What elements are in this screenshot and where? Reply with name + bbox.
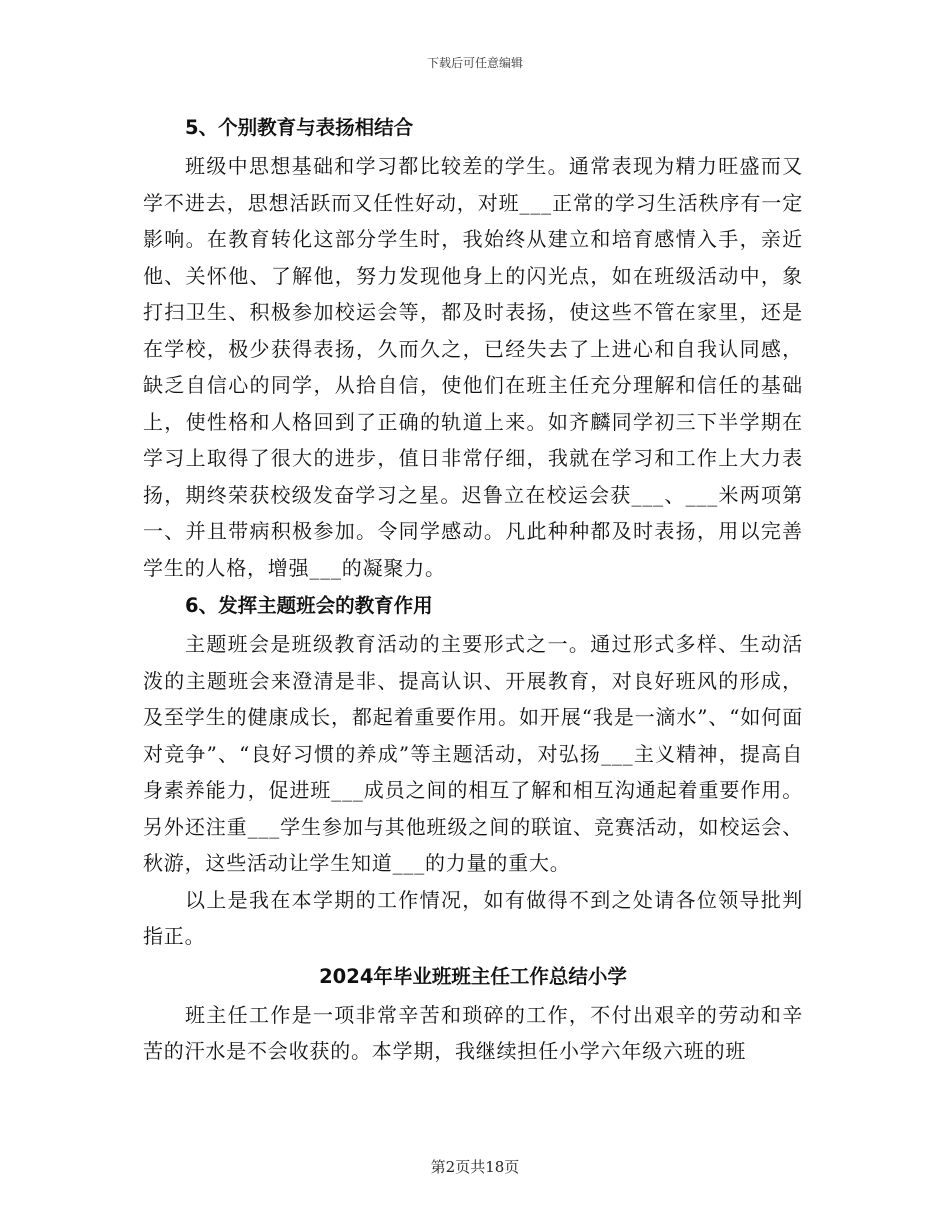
intro-paragraph: 班主任工作是一项非常辛苦和琐碎的工作，不付出艰辛的劳动和辛苦的汗水是不会收获的。本学期，我继续担任小学六年级六班的班 (143, 1002, 803, 1063)
section-6-paragraph: 主题班会是班级教育活动的主要形式之一。通过形式多样、生动活泼的主题班会来澄清是非、提高认识、开展教育，对良好班风的形成，及至学生的健康成长，都起着重要作用。如开展“我是一滴水”、“如何面对竞争”、“良好习惯的养成”等主题活动，对弘扬___主义精神，提高自身素养能力，促进班___成员之间的相互了解和相互沟通起着重要作用。另外还注重___学生参加与其他班级之间的联谊、竞赛活动，如校运会、秋游，这些活动让学生知道___的力量的重大。 (143, 632, 803, 875)
section-heading-6: 6、发挥主题班会的教育作用 (185, 594, 433, 617)
document-body (143, 108, 803, 1070)
section-5-paragraph: 班级中思想基础和学习都比较差的学生。通常表现为精力旺盛而又学不进去，思想活跃而又任性好动，对班___正常的学习生活秩序有一定影响。在教育转化这部分学生时，我始终从建立和培育感情入手，亲近他、关怀他、了解他，努力发现他身上的闪光点，如在班级活动中，象打扫卫生、积极参加校运会等，都及时表扬，使这些不管在家里，还是在学校，极少获得表扬，久而久之，已经失去了上进心和自我认同感，缺乏自信心的同学，从拾自信，使他们在班主任充分理解和信任的基础上，使性格和人格回到了正确的轨道上来。如齐麟同学初三下半学期在学习上取得了很大的进步，值日非常仔细，我就在学习和工作上大力表扬，期终荣获校级发奋学习之星。迟鲁立在校运会获___、___米两项第一、并且带病积极参加。令同学感动。凡此种种都及时表扬，用以完善学生的人格，增强___的凝聚力。 (143, 154, 803, 580)
page-header: 下载后可任意编辑 (426, 56, 523, 70)
closing-paragraph: 以上是我在本学期的工作情况，如有做得不到之处请各位领导批判指正。 (143, 887, 803, 948)
section-heading-5: 5、个别教育与表扬相结合 (185, 116, 414, 139)
document-title: 2024年毕业班班主任工作总结小学 (319, 964, 627, 988)
page-number: 第2页共18页 (430, 1158, 520, 1176)
